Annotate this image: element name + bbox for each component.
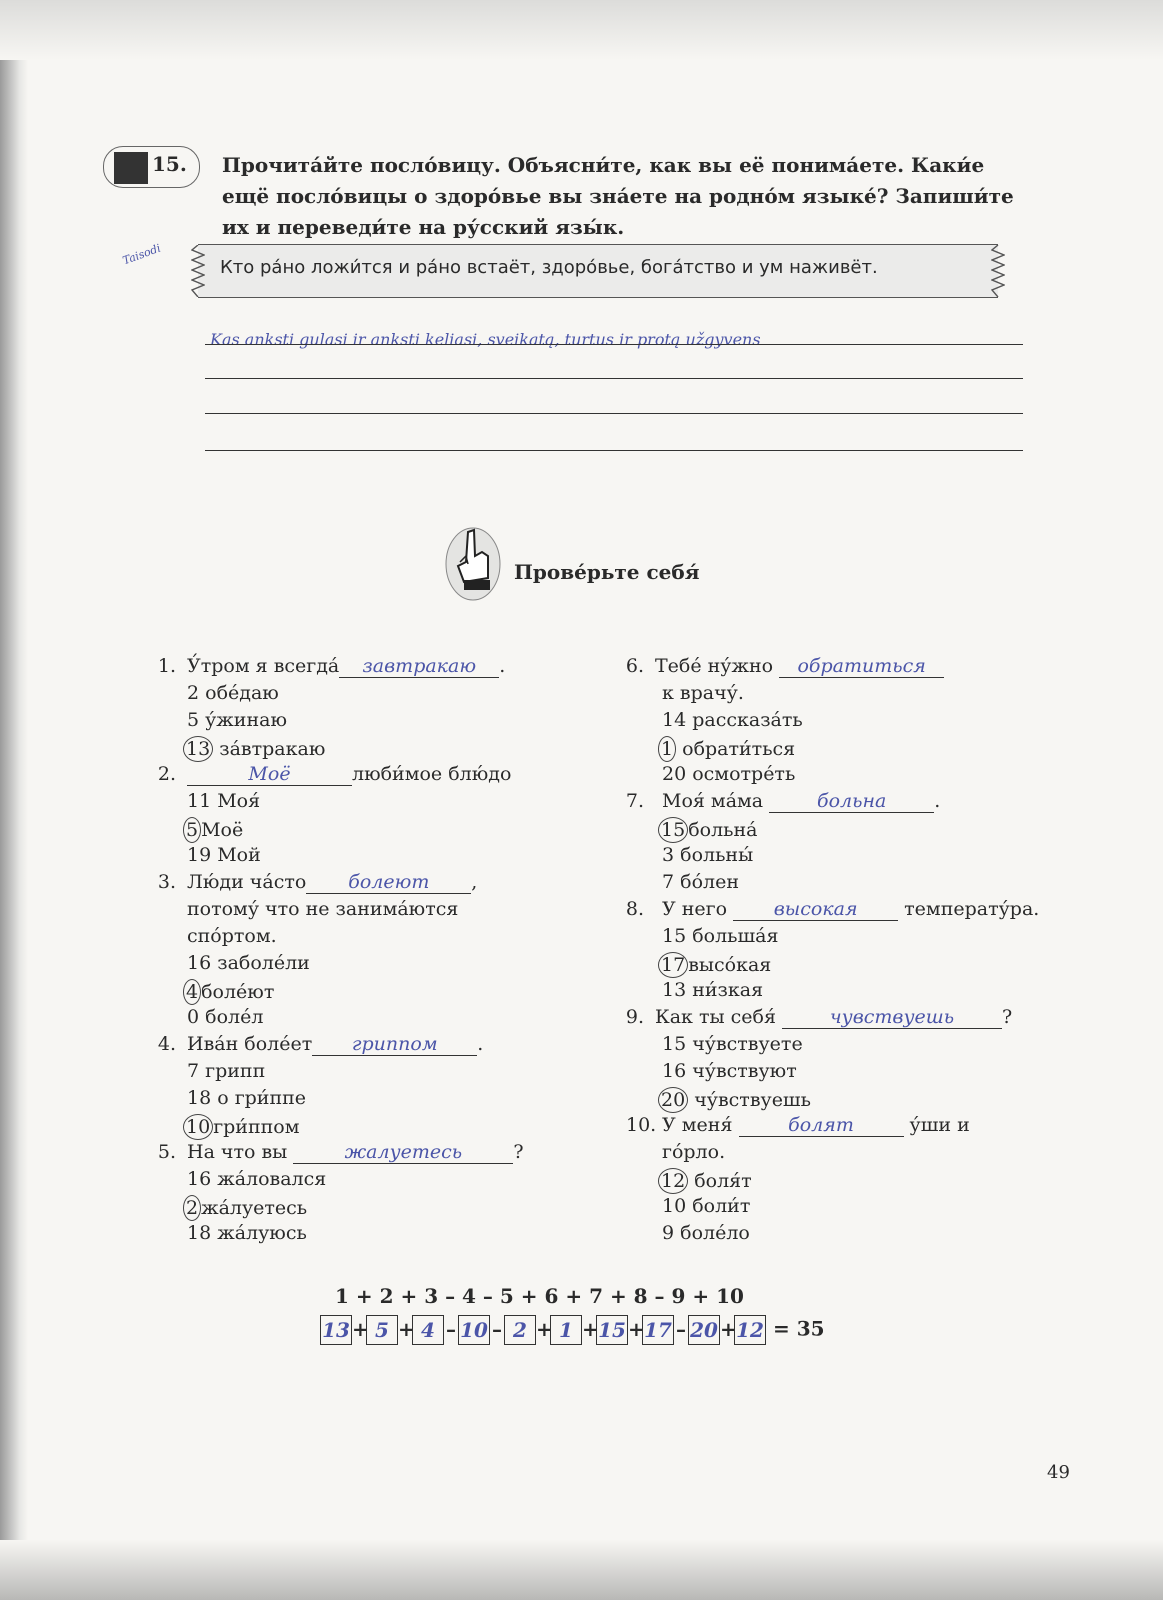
exercise-number: 10. — [626, 1114, 657, 1136]
exercise-text: Как ты себя́ — [655, 1006, 776, 1028]
option: 20 осмотре́ть — [662, 763, 796, 785]
option-chosen[interactable]: 4 боле́ют — [183, 979, 274, 1005]
exercise-number: 4. — [157, 1033, 176, 1055]
task-square-icon — [114, 152, 148, 184]
handwritten-answer: жалуетесь — [344, 1141, 463, 1163]
option-chosen[interactable]: 13 за́втракаю — [183, 736, 325, 762]
exercise-text-cont: спо́ртом. — [187, 925, 277, 947]
sum-op: – — [446, 1316, 456, 1341]
option-chosen[interactable]: 17 высо́кая — [658, 952, 771, 978]
sum-box[interactable]: 2 — [504, 1315, 536, 1345]
sum-op: + — [628, 1316, 645, 1341]
option: 5 у́жинаю — [187, 709, 287, 731]
page-number: 49 — [1047, 1462, 1070, 1483]
option: 18 жа́луюсь — [187, 1222, 307, 1244]
handwritten-answer: обратиться — [797, 655, 926, 677]
option: 2 обе́даю — [187, 682, 279, 704]
option: 7 грипп — [187, 1060, 266, 1082]
exercise-number: 7. — [625, 790, 644, 812]
handwritten-answer: болеют — [348, 871, 430, 893]
sum-op: + — [398, 1316, 415, 1341]
exercise-text-cont: го́рло. — [662, 1141, 726, 1163]
answer-field[interactable] — [312, 1033, 477, 1056]
sum-box[interactable]: 4 — [412, 1315, 444, 1345]
answer-field[interactable] — [769, 790, 934, 813]
option-chosen[interactable]: 10 гри́ппом — [183, 1114, 300, 1140]
side-note: Taisodi — [120, 241, 163, 268]
handwritten-answer: больна — [817, 790, 887, 812]
task-number: 15. — [152, 152, 187, 176]
exercise-text-after: температу́ра. — [904, 898, 1040, 920]
option: 13 ни́зкая — [662, 979, 764, 1001]
handwritten-answer: гриппом — [351, 1033, 438, 1055]
option: 16 чу́вствуют — [662, 1060, 797, 1082]
exercise-text-after: ? — [1001, 1006, 1013, 1028]
exercise-text-after: у́ши и — [909, 1114, 970, 1136]
exercise-text-after: ? — [513, 1141, 524, 1163]
check-title: Прове́рьте себя́ — [514, 560, 700, 584]
exercise-number: 5. — [157, 1141, 176, 1163]
exercise-text-cont: к врачу́. — [662, 682, 744, 704]
option-chosen[interactable]: 2 жа́луетесь — [183, 1195, 307, 1221]
handwritten-answer: Моё — [248, 763, 291, 785]
sum-formula: 1 + 2 + 3 – 4 – 5 + 6 + 7 + 8 – 9 + 10 — [335, 1284, 744, 1308]
scan-edge — [0, 0, 28, 1600]
proverb-box — [198, 244, 998, 298]
exercise-number: 2. — [157, 763, 176, 785]
sum-box[interactable]: 10 — [458, 1315, 490, 1345]
sum-op: + — [582, 1316, 599, 1341]
answer-field[interactable] — [782, 1006, 1002, 1029]
option: 18 о гри́ппе — [187, 1087, 307, 1109]
answer-line[interactable] — [205, 413, 1023, 414]
option: 15 больша́я — [662, 925, 779, 947]
sum-op: + — [720, 1316, 737, 1341]
sum-box[interactable]: 1 — [550, 1315, 582, 1345]
option: 0 боле́л — [187, 1006, 264, 1028]
sum-box[interactable]: 17 — [642, 1315, 674, 1345]
answer-line[interactable] — [205, 344, 1023, 345]
pointing-hand-icon — [444, 522, 502, 602]
task-instruction: Прочита́йте посло́вицу. Объясни́те, как вы её понима́ете. Каки́е ещё посло́вицы о здоро́вье вы зна́ете на родно́м языке́? Запиши́те их и переведи́те на ру́сский язы́к. — [222, 153, 1014, 239]
exercise-number: 1. — [157, 655, 176, 677]
exercise-text: На что вы — [187, 1141, 288, 1163]
answer-field[interactable] — [733, 898, 898, 921]
handwritten-answer: чувствуешь — [829, 1006, 955, 1028]
option: 11 Моя́ — [187, 790, 261, 812]
sum-op: + — [352, 1316, 369, 1341]
answer-field[interactable] — [779, 655, 944, 678]
exercise-text-after: , — [471, 871, 478, 893]
option-chosen[interactable]: 20 чу́вствуешь — [658, 1087, 811, 1113]
sum-box[interactable]: 20 — [688, 1315, 720, 1345]
exercise-number: 8. — [625, 898, 644, 920]
answer-line[interactable] — [205, 450, 1023, 451]
exercise-text-after: . — [934, 790, 941, 812]
exercise-text: У́тром я всегда́ — [187, 655, 340, 677]
option: 3 больны́ — [662, 844, 754, 866]
option: 16 жа́ловался — [187, 1168, 327, 1190]
exercise-text-after: люби́мое блю́до — [352, 763, 512, 785]
exercise-text-after: . — [499, 655, 506, 677]
option: 14 рассказа́ть — [662, 709, 803, 731]
sum-result: = 35 — [772, 1316, 825, 1341]
exercise-text: У меня́ — [662, 1114, 733, 1136]
option: 10 боли́т — [662, 1195, 751, 1217]
option-chosen[interactable]: 1 обрати́ться — [658, 736, 795, 762]
scan-top — [0, 0, 1163, 60]
exercise-text: Ива́н боле́ет — [187, 1033, 313, 1055]
option-chosen[interactable]: 12 боля́т — [658, 1168, 752, 1194]
answer-line[interactable] — [205, 378, 1023, 379]
sum-op: – — [676, 1316, 686, 1341]
exercise-number: 9. — [625, 1006, 644, 1028]
exercise-text: Моя́ ма́ма — [662, 790, 764, 812]
option: 7 бо́лен — [662, 871, 739, 893]
exercise-text-after: . — [477, 1033, 484, 1055]
sum-op: – — [492, 1316, 502, 1341]
sum-box[interactable]: 12 — [734, 1315, 766, 1345]
answer-field[interactable] — [293, 1141, 513, 1164]
proverb-text: Кто ра́но ложи́тся и ра́но встаёт, здоро́вье, бога́тство и ум наживёт. — [220, 257, 878, 278]
option: 16 заболе́ли — [187, 952, 310, 974]
exercise-text: Лю́ди ча́сто — [187, 871, 307, 893]
answer-field[interactable] — [339, 655, 499, 678]
handwritten-answer: завтракаю — [362, 655, 477, 677]
answer-field[interactable] — [739, 1114, 904, 1137]
exercise-number: 3. — [157, 871, 176, 893]
scan-bottom — [0, 1540, 1163, 1600]
sum-box[interactable]: 15 — [596, 1315, 628, 1345]
handwritten-answer: болят — [788, 1114, 854, 1136]
exercise-text-cont: потому́ что не занима́ются — [187, 898, 459, 920]
option: 19 Мой — [187, 844, 261, 866]
sum-boxes — [320, 1315, 825, 1345]
answer-field[interactable] — [187, 763, 352, 786]
zigzag-left-icon — [191, 245, 205, 297]
exercise-number: 6. — [625, 655, 644, 677]
handwritten-translation: Kas anksti gulasi ir anksti keliasi, sveikatą, turtus ir protą užgyvens — [210, 330, 761, 349]
option: 15 чу́вствуете — [662, 1033, 803, 1055]
exercise-text: Тебе́ ну́жно — [655, 655, 774, 677]
sum-box[interactable]: 5 — [366, 1315, 398, 1345]
answer-field[interactable] — [306, 871, 471, 894]
option: 9 боле́ло — [662, 1222, 750, 1244]
handwritten-answer: высокая — [773, 898, 858, 920]
sum-op: + — [536, 1316, 553, 1341]
sum-box[interactable]: 13 — [320, 1315, 352, 1345]
exercise-text: У него — [662, 898, 728, 920]
option-chosen[interactable]: 5 Моё — [183, 817, 243, 843]
zigzag-right-icon — [991, 245, 1005, 297]
option-chosen[interactable]: 15 больна́ — [658, 817, 757, 843]
